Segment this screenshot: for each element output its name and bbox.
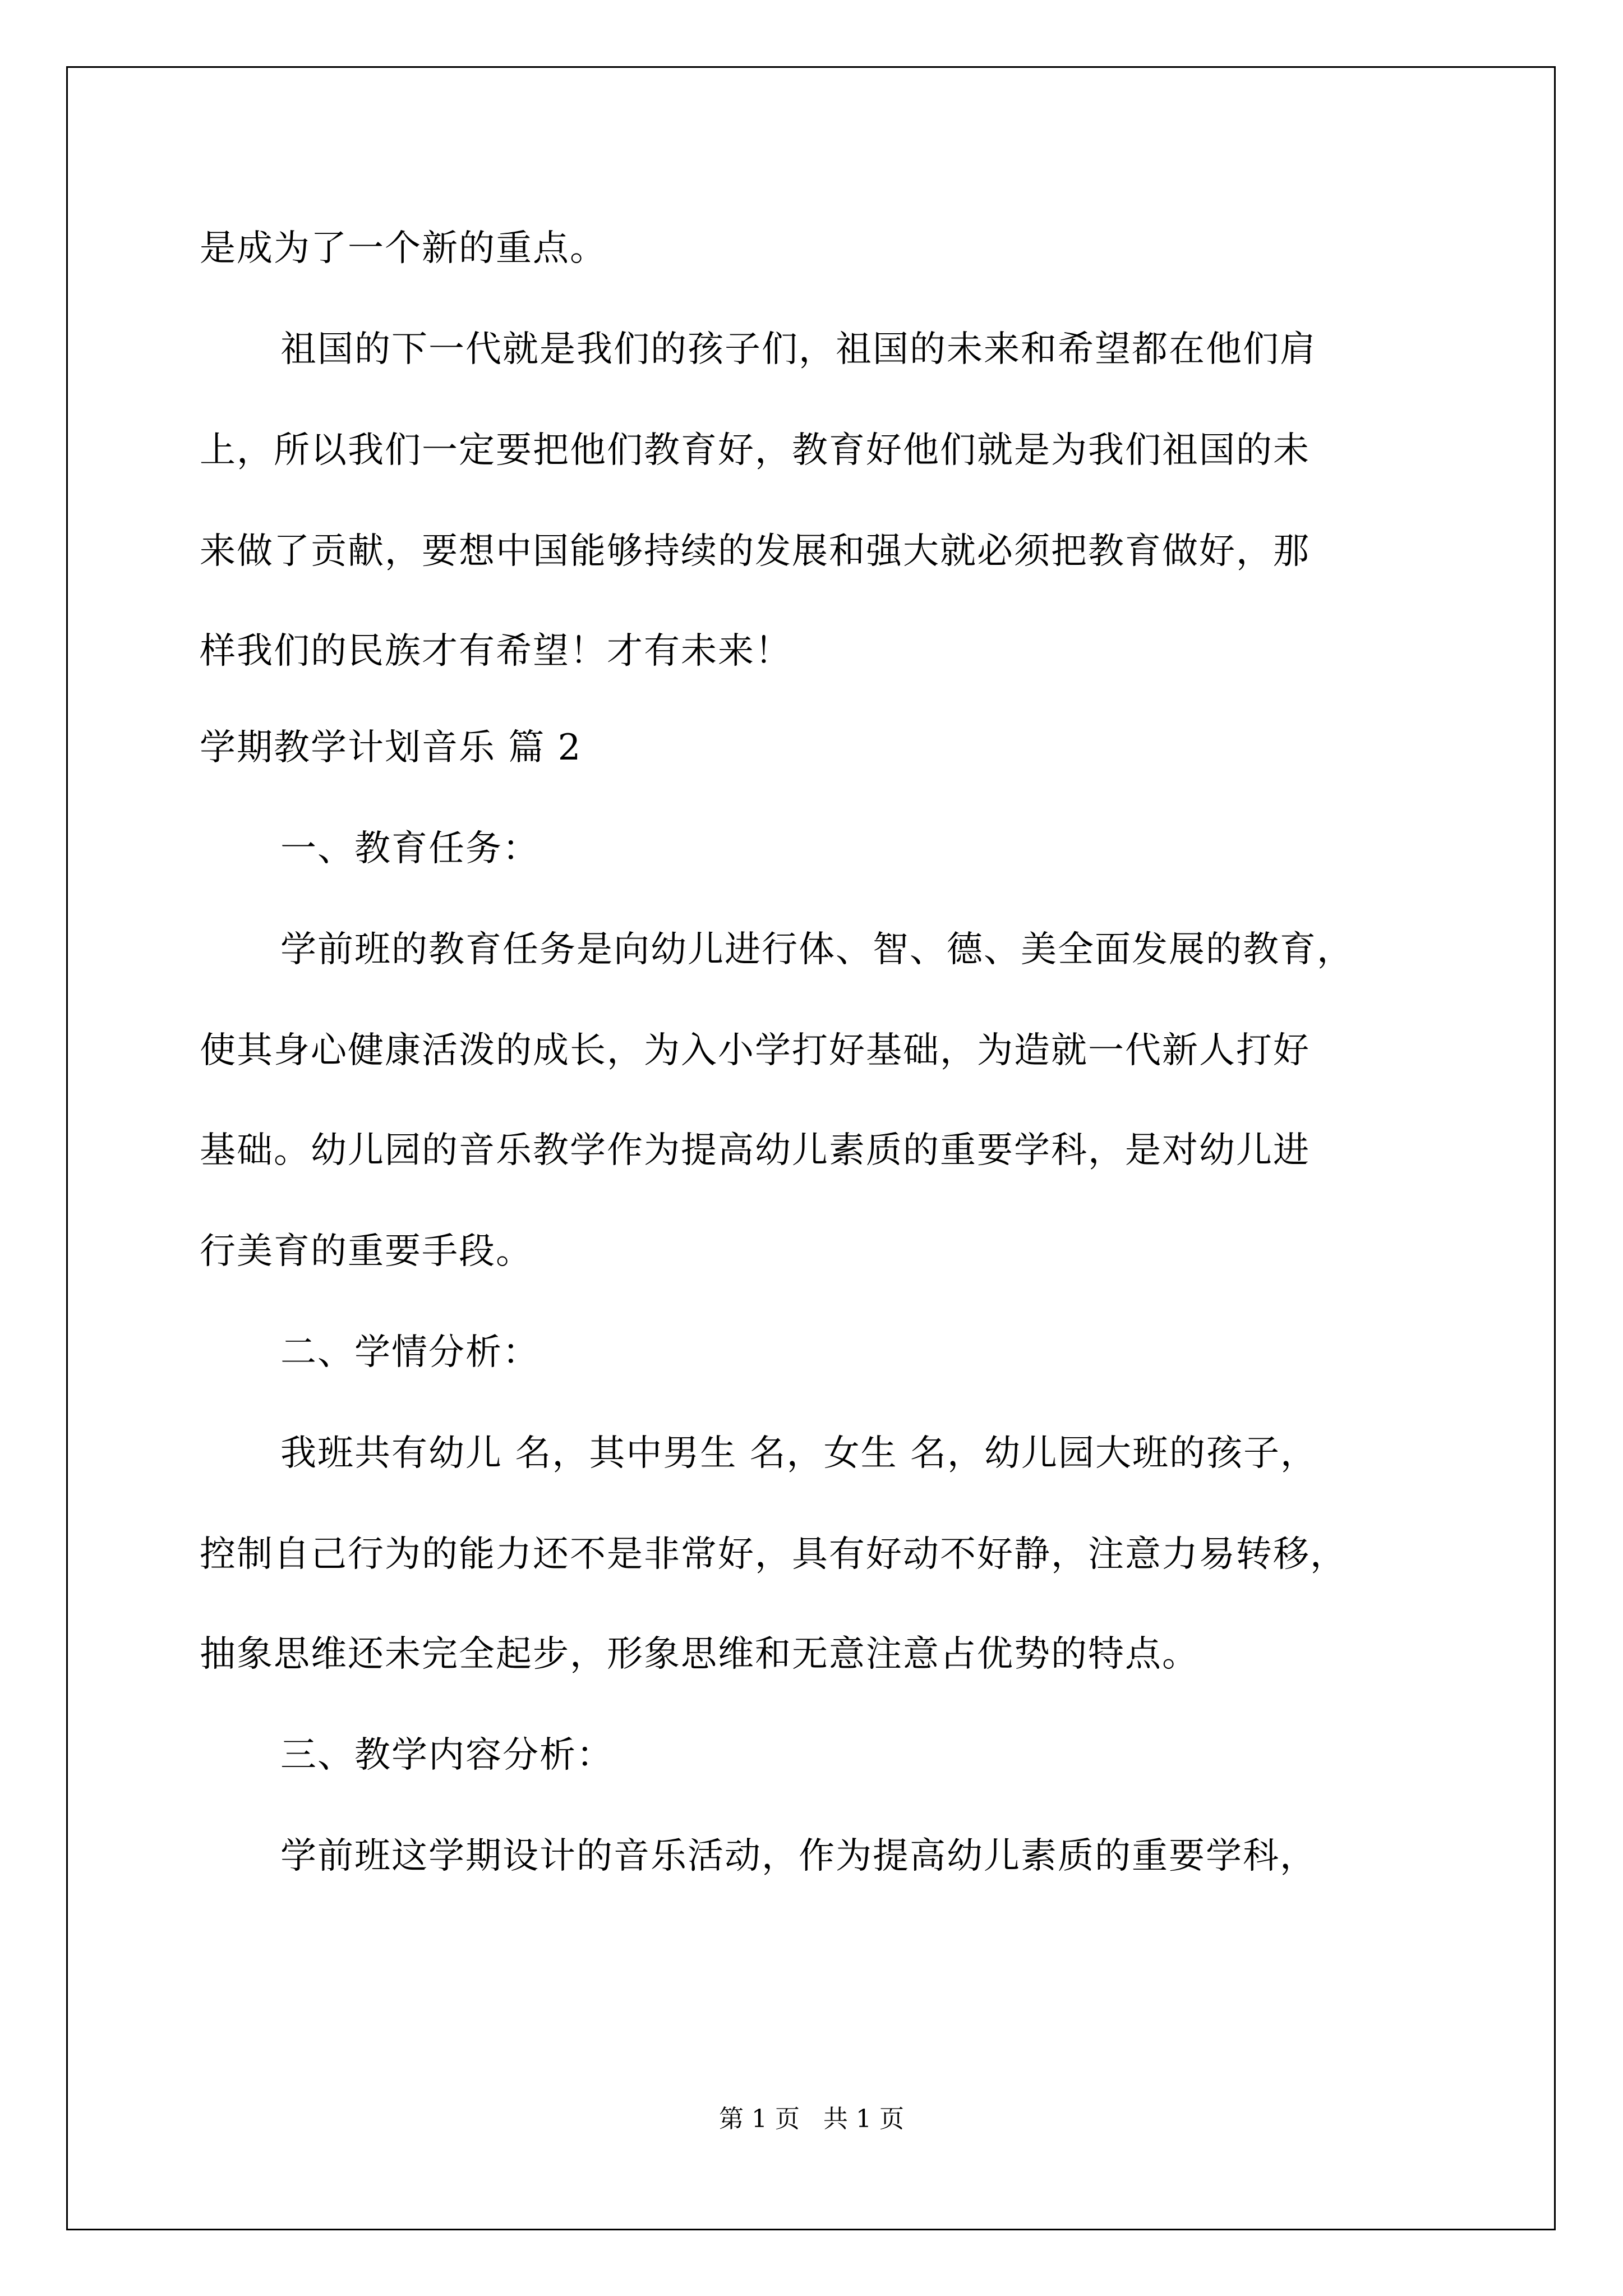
paragraph-line: 学前班这学期设计的音乐活动，作为提高幼儿素质的重要学科， bbox=[280, 1835, 1317, 1877]
text-line: 样我们的民族才有希望！才有未来！ bbox=[200, 631, 792, 672]
subheading-learning-analysis: 二、学情分析： bbox=[280, 1332, 540, 1373]
text-line: 使其身心健康活泼的成长，为入小学打好基础，为造就一代新人打好 bbox=[200, 1030, 1310, 1071]
subheading-education-tasks: 一、教育任务： bbox=[280, 828, 540, 869]
section-heading: 学期教学计划音乐 篇 2 bbox=[200, 727, 582, 769]
text-line: 抽象思维还未完全起步，形象思维和无意注意占优势的特点。 bbox=[200, 1634, 1199, 1675]
subheading-content-analysis: 三、教学内容分析： bbox=[280, 1734, 614, 1776]
page-footer: 第 1 页 共 1 页 bbox=[719, 2105, 904, 2133]
paragraph-line: 学前班的教育任务是向幼儿进行体、智、德、美全面发展的教育， bbox=[280, 929, 1354, 970]
text-line: 是成为了一个新的重点。 bbox=[200, 228, 607, 269]
text-line: 基础。幼儿园的音乐教学作为提高幼儿素质的重要学科，是对幼儿进 bbox=[200, 1130, 1310, 1171]
text-line: 来做了贡献，要想中国能够持续的发展和强大就必须把教育做好，那 bbox=[200, 531, 1310, 572]
text-line: 行美育的重要手段。 bbox=[200, 1231, 533, 1272]
text-line: 控制自己行为的能力还不是非常好，具有好动不好静，注意力易转移， bbox=[200, 1534, 1347, 1575]
paragraph-line: 祖国的下一代就是我们的孩子们，祖国的未来和希望都在他们肩 bbox=[280, 329, 1317, 370]
text-line: 上，所以我们一定要把他们教育好，教育好他们就是为我们祖国的未 bbox=[200, 430, 1310, 471]
paragraph-line: 我班共有幼儿 名，其中男生 名，女生 名，幼儿园大班的孩子， bbox=[280, 1433, 1318, 1474]
